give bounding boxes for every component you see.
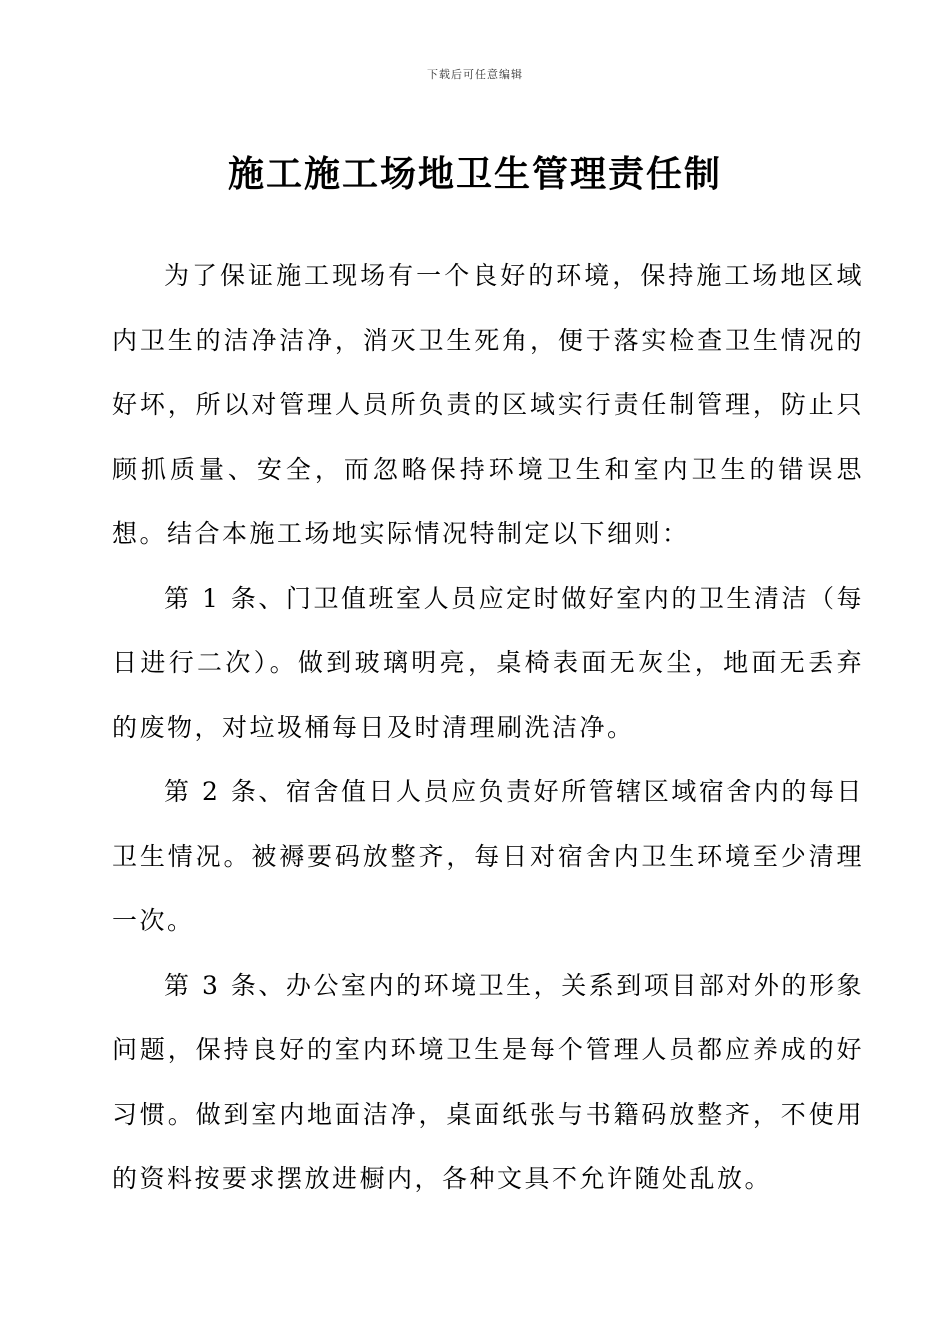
header-note: 下载后可任意编辑 bbox=[427, 68, 523, 81]
paragraph-article-1: 第 1 条、门卫值班室人员应定时做好室内的卫生清洁（每日进行二次）。做到玻璃明亮，桌椅表面无灰尘，地面无丢弃的废物，对垃圾桶每日及时清理刷洗洁净。 bbox=[112, 583, 864, 742]
paragraph-intro: 为了保证施工现场有一个良好的环境，保持施工场地区域内卫生的洁净洁净，消灭卫生死角，便于落实检查卫生情况的好坏，所以对管理人员所负责的区域实行责任制管理，防止只顾抓质量、安全，而忽略保持环境卫生和室内卫生的错误思想。结合本施工场地实际情况特制定以下细则： bbox=[112, 261, 864, 548]
document-body bbox=[112, 244, 864, 1212]
paragraph-article-3: 第 3 条、办公室内的环境卫生，关系到项目部对外的形象问题，保持良好的室内环境卫生是每个管理人员都应养成的好习惯。做到室内地面洁净，桌面纸张与书籍码放整齐，不使用的资料按要求摆放进橱内，各种文具不允许随处乱放。 bbox=[112, 970, 864, 1193]
paragraph-article-2: 第 2 条、宿舍值日人员应负责好所管辖区域宿舍内的每日卫生情况。被褥要码放整齐，每日对宿舍内卫生环境至少清理一次。 bbox=[112, 777, 864, 935]
document-title: 施工施工场地卫生管理责任制 bbox=[227, 153, 722, 195]
